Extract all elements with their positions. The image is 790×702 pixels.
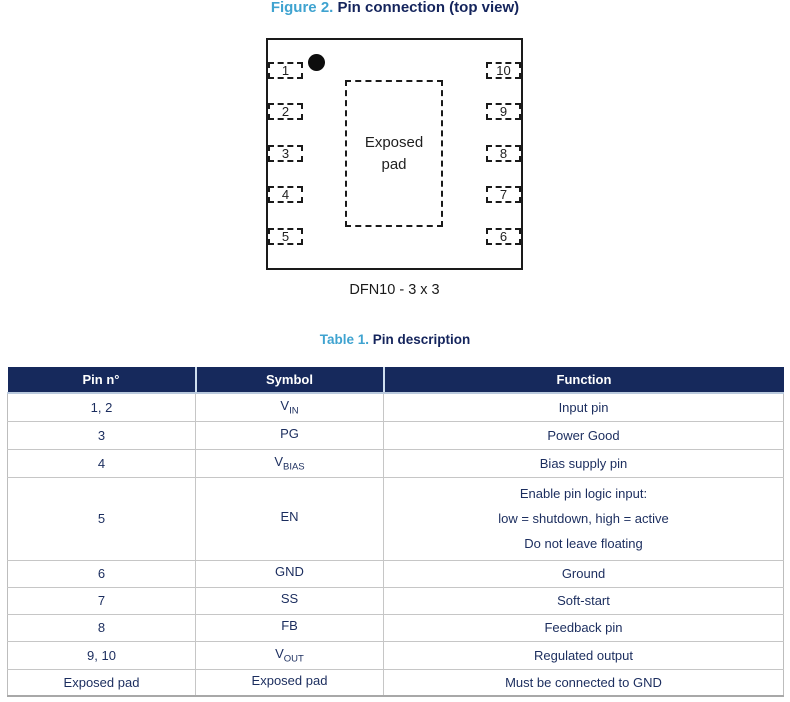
cell-pin: 1, 2 xyxy=(8,393,196,421)
figure-title xyxy=(0,0,790,17)
pin-box-7 xyxy=(486,186,521,203)
header-function: Function xyxy=(384,367,784,393)
header-pin-number: Pin n° xyxy=(8,367,196,393)
exposed-pad-label-line2: pad xyxy=(381,155,407,173)
pin-box-1 xyxy=(268,62,303,79)
cell-symbol: PG xyxy=(196,421,384,449)
cell-symbol: GND xyxy=(196,560,384,587)
cell-function: Bias supply pin xyxy=(384,449,784,477)
pin-number: 10 xyxy=(496,63,511,78)
pin-number: 7 xyxy=(499,187,508,202)
cell-symbol: $V_{OUT}$ xyxy=(196,641,384,669)
pin-box-4 xyxy=(268,186,303,203)
cell-function: Regulated output xyxy=(384,641,784,669)
package-outline xyxy=(266,38,523,270)
cell-pin: 8 xyxy=(8,614,196,641)
pin-box-10 xyxy=(486,62,521,79)
table-row xyxy=(8,560,784,587)
pin-box-8 xyxy=(486,145,521,162)
cell-function: Power Good xyxy=(384,421,784,449)
table-row xyxy=(8,641,784,669)
cell-symbol: $V_{BIAS}$ xyxy=(196,449,384,477)
cell-function: Soft-start xyxy=(384,587,784,614)
pin-box-3 xyxy=(268,145,303,162)
pin-box-5 xyxy=(268,228,303,245)
pin-number: 3 xyxy=(281,146,290,161)
table-row xyxy=(8,669,784,696)
exposed-pad-region xyxy=(345,80,443,227)
pin-box-9 xyxy=(486,103,521,120)
cell-pin: 6 xyxy=(8,560,196,587)
table-title xyxy=(0,331,790,348)
pin-number: 4 xyxy=(281,187,290,202)
pin-number: 9 xyxy=(499,104,508,119)
pin-number: 8 xyxy=(499,146,508,161)
table-row xyxy=(8,614,784,641)
cell-symbol: $V_{IN}$ xyxy=(196,393,384,421)
pin-number: 2 xyxy=(281,104,290,119)
header-symbol: Symbol xyxy=(196,367,384,393)
cell-function: Enable pin logic input: low = shutdown, high = active Do not leave floating xyxy=(384,477,784,560)
pin-number: 6 xyxy=(499,229,508,244)
cell-function: Ground xyxy=(384,560,784,587)
cell-symbol: SS xyxy=(196,587,384,614)
table-row xyxy=(8,587,784,614)
pin-box-6 xyxy=(486,228,521,245)
figure-title-prefix: Figure 2. xyxy=(270,0,334,16)
table-row xyxy=(8,449,784,477)
pin-number: 1 xyxy=(281,63,290,78)
exposed-pad-label-line1: Exposed xyxy=(364,133,424,151)
table-header-row xyxy=(8,367,784,393)
cell-pin: 9, 10 xyxy=(8,641,196,669)
package-caption: DFN10 - 3 x 3 xyxy=(349,282,440,298)
cell-function: Input pin xyxy=(384,393,784,421)
cell-pin: 5 xyxy=(8,477,196,560)
pin1-marker-dot xyxy=(308,54,325,71)
cell-pin: 3 xyxy=(8,421,196,449)
cell-function: Must be connected to GND xyxy=(384,669,784,696)
figure-title-text: Pin connection (top view) xyxy=(337,0,520,16)
table-row xyxy=(8,421,784,449)
pin-description-table xyxy=(7,367,784,697)
table-title-prefix: Table 1. xyxy=(319,332,369,347)
pin-box-2 xyxy=(268,103,303,120)
cell-pin: Exposed pad xyxy=(8,669,196,696)
cell-function: Feedback pin xyxy=(384,614,784,641)
table-title-text: Pin description xyxy=(372,332,471,347)
cell-symbol: EN xyxy=(196,477,384,560)
cell-symbol: Exposed pad xyxy=(196,669,384,696)
pin-number: 5 xyxy=(281,229,290,244)
table-row xyxy=(8,393,784,421)
cell-pin: 4 xyxy=(8,449,196,477)
cell-pin: 7 xyxy=(8,587,196,614)
table-row xyxy=(8,477,784,560)
cell-symbol: FB xyxy=(196,614,384,641)
